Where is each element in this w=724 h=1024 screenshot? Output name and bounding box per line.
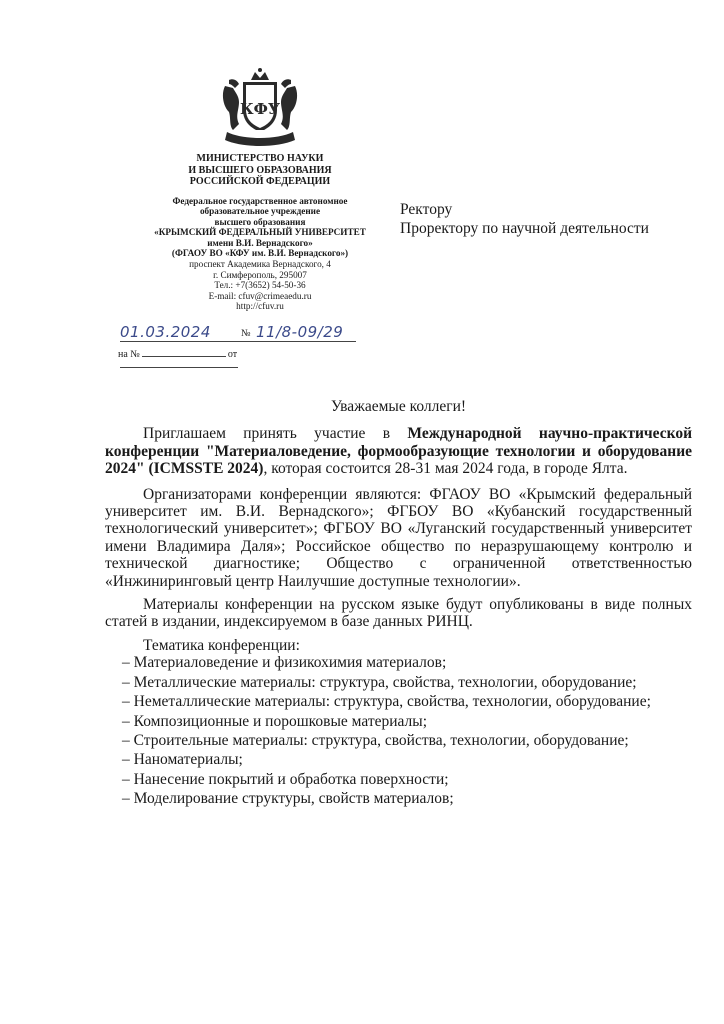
topics-title: Тематика конференции: [143,636,300,654]
conference-title: Международной научно-практической конференции "Материаловедение, формообразующие технологии и оборудование 2024" (ICMSSTE 2024) [105,425,693,478]
ministry-name: МИНИСТЕРСТВО НАУКИ И ВЫСШЕГО ОБРАЗОВАНИЯ РОССИЙСКОЙ ФЕДЕРАЦИИ [188,153,332,187]
topic-item: – Композиционные и порошковые материалы; [122,712,427,730]
topic-item: – Неметаллические материалы: структура, свойства, технологии, оборудование; [122,693,651,711]
publication-paragraph: Материалы конференции на русском языке будут опубликованы в виде полных статей в издании, индексируемом в базе данных РИНЦ. [105,596,692,631]
topic-item: – Наноматериалы; [122,751,243,769]
topic-item: – Строительные материалы: структура, свойства, технологии, оборудование; [122,731,629,749]
reference-prefix: на № [118,349,140,360]
registration-number-label: № [241,328,251,339]
topic-item: – Металлические материалы: структура, свойства, технологии, оборудование; [122,673,637,691]
organization-name: Федеральное государственное автономное образовательное учреждение высшего образования «КРЫМСКИЙ ФЕДЕРАЛЬНЫЙ УНИВЕРСИТЕТ имени В.И. Вернадского» (ФГАОУ ВО «КФУ им. В.И. Вернадского») [154,195,366,259]
topic-item: – Материаловедение и физикохимия материалов; [122,654,447,672]
registration-number: 11/8-09/29 [256,323,344,341]
university-emblem-icon [217,66,303,150]
organizers-paragraph: Организаторами конференции являются: ФГАОУ ВО «Крымский федеральный университет им. В.И. Вернадского»; ФГБОУ ВО «Кубанский государственный технологический университет»; ФГБОУ ВО «Луганский государственный университет имени Владимира Даля»; Российское общество по неразрушающему контролю и технической диагностике; Общество с ограниченной ответственностью «Инжиниринговый центр Наилучшие доступные технологии». [105,485,692,590]
reference-line [118,349,354,371]
topic-item: – Моделирование структуры, свойств материалов; [122,790,454,808]
registration-date: 01.03.2024 [120,323,211,341]
emblem-monogram: КФУ [239,100,281,118]
salutation: Уважаемые коллеги! [330,398,467,415]
invitation-paragraph: Приглашаем принять участие в Международной научно-практической конференции "Материаловедение, формообразующие технологии и оборудование 2024" (ICMSSTE 2024), которая состоится 28-31 мая 2024 года, в городе Ялта. [105,425,693,478]
letterhead [100,66,420,312]
registration-line [120,324,356,342]
letter-body [105,398,692,808]
addressees [400,200,649,238]
reference-from: от [227,349,238,360]
addressee-rector: Ректору [400,201,453,218]
organization-address: проспект Академика Вернадского, 4 г. Симферополь, 295007 Тел.: +7(3652) 54-50-36 E-mail: cfuv@crimeaedu.ru http://cfuv.ru [189,259,331,312]
addressee-vice-rector: Проректору по научной деятельности [400,220,649,237]
topic-item: – Нанесение покрытий и обработка поверхности; [122,770,449,788]
